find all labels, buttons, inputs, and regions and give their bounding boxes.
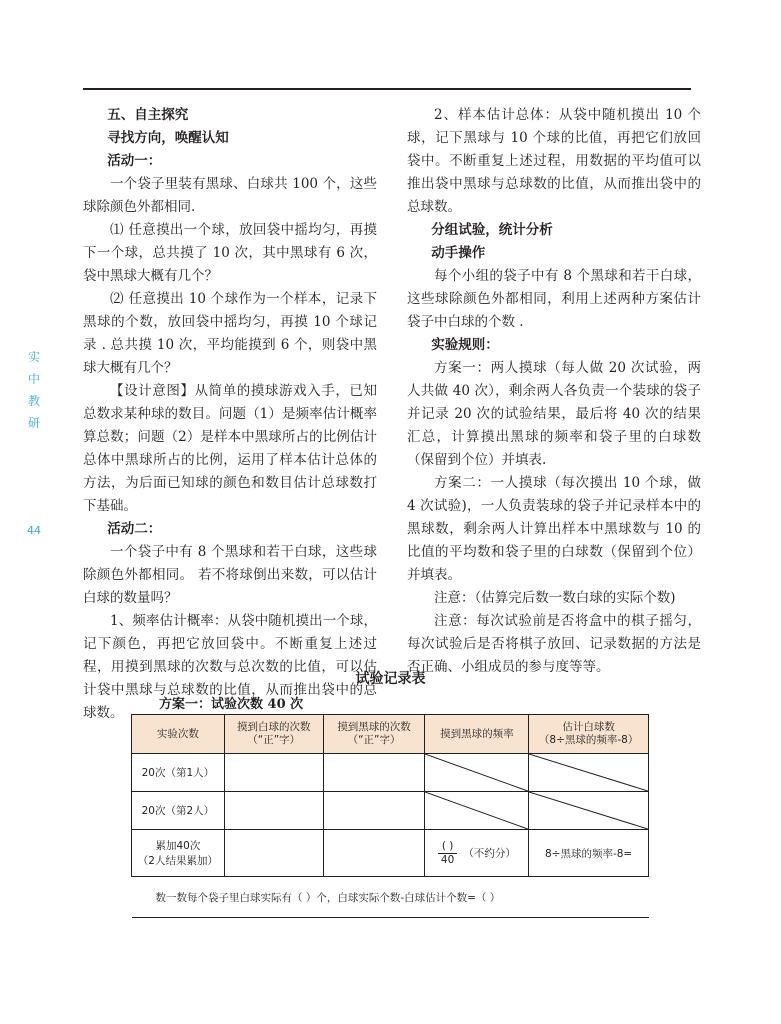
sidebar-title [22, 346, 46, 434]
subsection-heading: 实验规则： [431, 337, 499, 353]
fraction-denominator: 40 [440, 853, 455, 866]
paragraph: 一个袋子里装有黑球、白球共 100 个，这些球除颜色外都相同. [83, 176, 377, 215]
crossed-cell [529, 754, 649, 792]
record-table-wrapper [131, 714, 649, 918]
sidebar-char: 中 [27, 372, 40, 386]
header-cell: 摸到黑球的次数 （“正”字） [323, 715, 425, 754]
row-label: 20次（第1人） [132, 754, 225, 792]
sidebar-char: 教 [27, 394, 40, 408]
right-column [407, 104, 701, 679]
paragraph: 一个袋子中有 8 个黑球和若干白球，这些球除颜色外都相同。 若不将球倒出来数，可以估计白球的数量吗？ [83, 544, 377, 606]
blank-cell[interactable] [323, 792, 425, 830]
row-label: 20次（第2人） [132, 792, 225, 830]
table-row [132, 754, 649, 792]
crossed-cell [529, 792, 649, 830]
table-caption: 试验记录表 [355, 671, 426, 687]
frequency-cell [425, 830, 529, 877]
footer-note: 数一数每个袋子里白球实际有（ ）个，白球实际个数-白球估计个数=（ ） [132, 877, 649, 918]
sidebar-char: 实 [27, 350, 40, 364]
page-number: 44 [27, 524, 41, 537]
subsection-heading: 分组试验，统计分析 [431, 222, 553, 238]
estimate-cell: 8÷黑球的频率-8= [529, 830, 649, 877]
record-table [131, 714, 649, 918]
header-rule [83, 88, 691, 90]
activity-heading: 活动二： [107, 521, 162, 537]
paragraph: 注意：每次试验前是否将盒中的棋子摇匀，每次试验后是否将棋子放回、记录数据的方法是否正确、小组成员的参与度等等。 [407, 613, 701, 675]
blank-cell[interactable] [323, 754, 425, 792]
paragraph: 方案二：一人摸球（每次摸出 10 个球，做 4 次试验)，一人负责装球的袋子并记录样本中的黑球数，剩余两人计算出样本中黑球数与 10 的比值的平均数和袋子里的白球数（保留到个位）并填表。 [407, 475, 701, 583]
table-subcaption: 方案一：试验次数 40 次 [159, 697, 304, 712]
fraction-numerator[interactable]: ( ) [438, 840, 458, 854]
paragraph: 1、频率估计概率：从袋中随机摸出一个球，记下颜色，再把它放回袋中。不断重复上述过程，用摸到黑球的次数与总次数的比值，可以估计袋中黑球与总球数的比值，从而推出袋中的总球数。 [83, 613, 377, 721]
paragraph: 每个小组的袋子中有 8 个黑球和若干白球，这些球除颜色外都相同，利用上述两种方案估计袋子中白球的个数 . [407, 268, 701, 330]
row-label: 累加40次 （2人结果累加） [132, 830, 225, 877]
paragraph: 方案一：两人摸球（每人做 20 次试验，两人共做 40 次），剩余两人各负责一个装球的袋子并记录 20 次的试验结果，最后将 40 次的结果汇总，计算摸出黑球的频率和袋子里的白球数（保留到个位）并填表. [407, 360, 701, 468]
section-heading: 五、自主探究 [107, 107, 189, 123]
header-cell: 估计白球数 （8÷黑球的频率-8） [529, 715, 649, 754]
subsection-heading: 寻找方向，唤醒认知 [107, 130, 229, 146]
paragraph: 2、样本估计总体：从袋中随机摸出 10 个球，记下黑球与 10 个球的比值，再把它们放回袋中。不断重复上述过程，用数据的平均值可以推出袋中黑球与总球数的比值，从而推出袋中的总球数。 [407, 107, 701, 215]
fraction [438, 840, 458, 867]
blank-cell[interactable] [224, 754, 323, 792]
blank-cell[interactable] [224, 830, 323, 877]
table-footer-row [132, 877, 649, 918]
sidebar-char: 研 [27, 416, 40, 430]
blank-cell[interactable] [224, 792, 323, 830]
header-cell: 摸到白球的次数 （“正”字） [224, 715, 323, 754]
paragraph: ⑵ 任意摸出 10 个球作为一个样本，记录下黑球的个数，放回袋中摇均匀，再摸 10 个球记录 . 总共摸 10 次，平均能摸到 6 个，则袋中黑球大概有几个？ [83, 291, 377, 376]
paragraph: 注意：（估算完后数一数白球的实际个数) [434, 590, 676, 606]
subsection-heading: 动手操作 [431, 245, 486, 261]
fraction-note: （不约分） [463, 847, 516, 859]
paragraph: 【设计意图】从简单的摸球游戏入手，已知总数求某种球的数目。问题（1）是频率估计概率算总数；问题（2）是样本中黑球所占的比例估计总体中黑球所占的比例，运用了样本估计总体的方法，为后面已知球的颜色和数目估计总球数打下基础。 [83, 383, 377, 514]
activity-heading: 活动一： [107, 153, 162, 169]
header-cell: 实验次数 [132, 715, 225, 754]
blank-cell[interactable] [323, 830, 425, 877]
left-column [83, 104, 377, 725]
table-row [132, 792, 649, 830]
table-row [132, 830, 649, 877]
paragraph: ⑴ 任意摸出一个球，放回袋中摇均匀，再摸下一个球，总共摸了 10 次，其中黑球有 6 次，袋中黑球大概有几个？ [83, 222, 377, 284]
crossed-cell [425, 792, 529, 830]
table-header-row [132, 715, 649, 754]
crossed-cell [425, 754, 529, 792]
header-cell: 摸到黑球的频率 [425, 715, 529, 754]
